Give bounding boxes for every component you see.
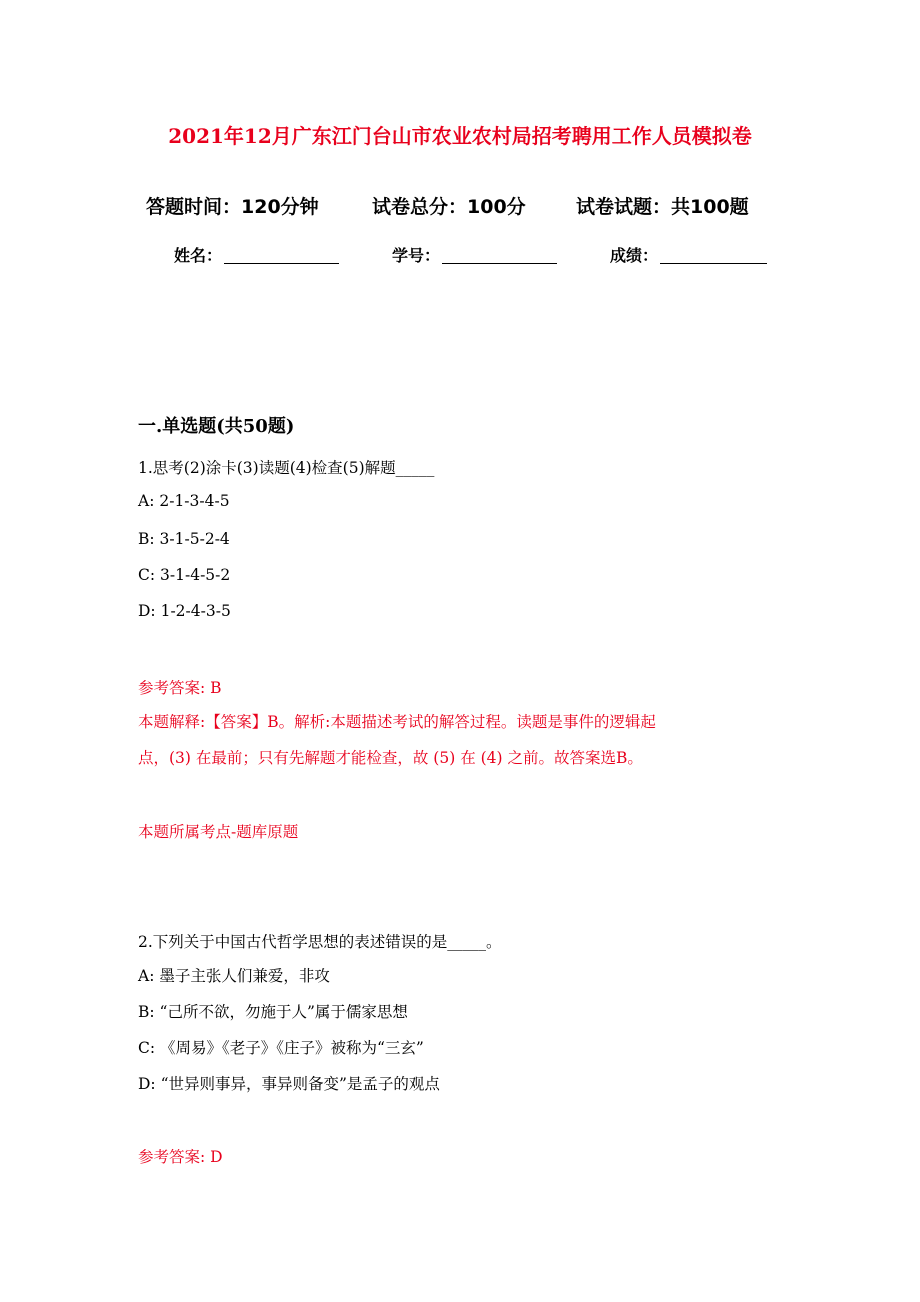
student-id-label: 学号：	[392, 246, 441, 265]
question-2-option-c: C: 《周易》《老子》《庄子》被称为“三玄”	[138, 1039, 424, 1057]
question-1-explanation-line1: 本题解释:【答案】B。解析:本题描述考试的解答过程。读题是事件的逻辑起	[138, 713, 656, 731]
exam-time: 答题时间：120分钟	[146, 196, 319, 218]
name-field	[174, 243, 339, 266]
exam-total-score: 试卷总分：100分	[372, 196, 526, 218]
name-blank	[224, 246, 339, 264]
question-1-option-d: D: 1-2-4-3-5	[138, 602, 231, 620]
question-1-stem: 1.思考(2)涂卡(3)读题(4)检查(5)解题_____	[138, 459, 435, 477]
exam-question-count: 试卷试题：共100题	[576, 196, 749, 218]
score-label: 成绩：	[610, 246, 659, 265]
section-title: 一.单选题(共50题)	[138, 416, 295, 437]
name-label: 姓名：	[174, 246, 223, 265]
exam-title: 2021年12月广东江门台山市农业农村局招考聘用工作人员模拟卷	[168, 124, 752, 148]
question-2-option-b: B: “己所不欲，勿施于人”属于儒家思想	[138, 1003, 408, 1021]
question-1-explanation-line2: 点，(3) 在最前；只有先解题才能检查，故 (5) 在 (4) 之前。故答案选B。	[138, 749, 643, 767]
question-1-answer: 参考答案: B	[138, 679, 222, 697]
question-2-option-a: A: 墨子主张人们兼爱，非攻	[138, 967, 330, 985]
score-field	[610, 243, 767, 266]
question-1-option-c: C: 3-1-4-5-2	[138, 566, 231, 584]
student-id-field	[392, 243, 557, 266]
question-2-option-d: D: “世异则事异，事异则备变”是孟子的观点	[138, 1075, 440, 1093]
question-1-source: 本题所属考点-题库原题	[138, 823, 299, 841]
question-1-option-a: A: 2-1-3-4-5	[138, 492, 230, 510]
question-2-answer: 参考答案: D	[138, 1148, 223, 1166]
question-2-stem: 2.下列关于中国古代哲学思想的表述错误的是_____。	[138, 933, 502, 951]
score-blank	[660, 246, 767, 264]
question-1-option-b: B: 3-1-5-2-4	[138, 530, 230, 548]
student-id-blank	[442, 246, 557, 264]
